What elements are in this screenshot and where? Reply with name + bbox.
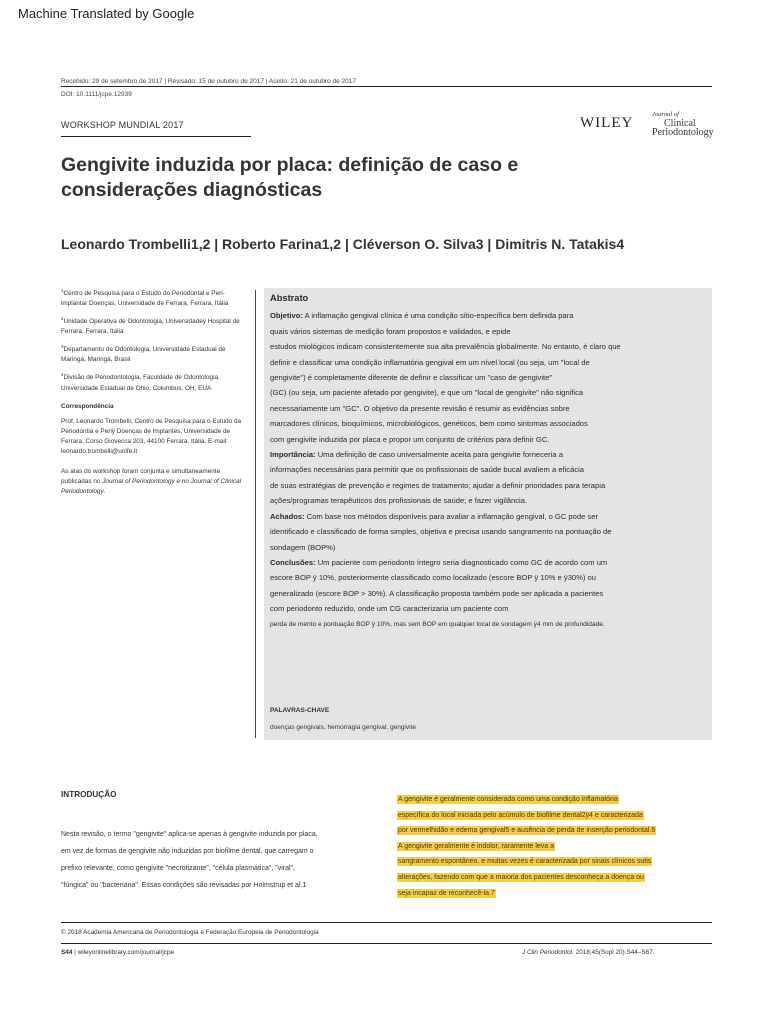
doi[interactable]: DOI: 10.1111/jcpe.12939 bbox=[61, 91, 132, 98]
highlighted-line bbox=[397, 792, 656, 808]
abstract-line bbox=[270, 432, 710, 447]
abstract-line-text: A inflamação gengival clínica é uma condição sítio-específica bem definida para bbox=[302, 311, 574, 321]
abstract-line-text: generalizado (escore BOP > 30%). A classificação proposta também pode ser aplicada a pacientes bbox=[270, 588, 604, 598]
affiliations-column bbox=[61, 286, 251, 502]
introduction-line: prefixo relevante, como gengivite "necrotizante", "célula plasmática", "viral", bbox=[61, 865, 295, 872]
abstract-section-label: Importância: bbox=[270, 450, 316, 460]
abstract-line bbox=[270, 324, 710, 339]
abstract-line bbox=[270, 355, 710, 370]
journal-logo-line: Journal of bbox=[652, 111, 679, 118]
affiliation bbox=[61, 342, 251, 365]
text-highlight: por vermelhidão e edema gengival5 e ausência de perda de inserção periodontal.6 bbox=[398, 827, 656, 835]
machine-translation-banner: Machine Translated by Google bbox=[18, 6, 195, 21]
section-rule bbox=[61, 136, 251, 137]
abstract-line bbox=[270, 509, 710, 524]
section-label: WORKSHOP MUNDIAL 2017 bbox=[61, 120, 184, 130]
workshop-note bbox=[61, 467, 251, 497]
abstract-line bbox=[270, 462, 710, 477]
abstract-line-text: definir e classificar uma condição inflamatória gengival em um nível local (ou seja, um "local de bbox=[270, 357, 590, 367]
abstract-section-label: Achados: bbox=[270, 511, 305, 521]
text-highlight: alterações, fazendo com que a maioria dos pacientes desconheça a doença ou bbox=[398, 873, 644, 881]
abstract-line-text: quais vários sistemas de medição foram propostos e validados, e epide bbox=[270, 326, 511, 336]
abstract-line-text: marcadores clínicos, bioquímicos, microbiológicos, genéticos, bem como sintomas associados bbox=[270, 419, 588, 429]
affiliation-number: 2 bbox=[61, 316, 64, 322]
highlighted-line bbox=[397, 808, 656, 824]
author-list: Leonardo Trombelli1,2 | Roberto Farina1,2 | Cléverson O. Silva3 | Dimitris N. Tatakis4 bbox=[61, 236, 625, 252]
abstract-line-text: perda de mento e pontuação BOP ÿ 10%, mas sem BOP em qualquer local de sondagem ÿ4 mm de profundidade. bbox=[270, 620, 605, 628]
journal-url[interactable]: | wileyonlinelibrary.com/journal/jcpe bbox=[72, 949, 175, 956]
keywords-label: PALAVRAS-CHAVE bbox=[270, 707, 330, 714]
article-title: Gengivite induzida por placa: definição de caso e considerações diagnósticas bbox=[61, 154, 519, 201]
abstract-line-text: estudos miológicos indicam consistentemente sua alta prevalência globalmente. No entanto, é claro que bbox=[270, 342, 621, 352]
abstract-line bbox=[270, 478, 710, 493]
introduction-text bbox=[61, 826, 318, 894]
abstract-line bbox=[270, 555, 710, 570]
abstract-line bbox=[270, 540, 710, 555]
introduction-line: "fúngica" ou "bacteriana". Essas condições são revisadas por Holmstrup et al.1 bbox=[61, 882, 307, 889]
abstract-section-label: Conclusões: bbox=[270, 557, 316, 567]
journal-logo-line: Clinical bbox=[664, 118, 696, 129]
column-divider bbox=[255, 290, 256, 738]
abstract-line-text: Um paciente com periodonto íntegro seria diagnosticado como GC de acordo com um bbox=[315, 557, 608, 567]
affiliation-number: 3 bbox=[61, 344, 64, 350]
abstract-line-text: de suas estratégias de prevenção e regimes de tratamento; ajudar a definir prioridades para terapia bbox=[270, 480, 606, 490]
text-highlight: A gengivite geralmente é indolor, raramente leva a bbox=[398, 842, 555, 850]
abstract-line bbox=[270, 339, 710, 354]
introduction-heading: INTRODUÇÃO bbox=[61, 790, 117, 799]
abstract-line bbox=[270, 570, 710, 585]
abstract-line bbox=[270, 586, 710, 601]
article-dates: Recebido: 29 de setembro de 2017 | Revisado: 15 de outubro de 2017 | Aceito: 21 de outubro de 2017 bbox=[61, 78, 357, 85]
affiliation-text: Centro de Pesquisa para o Estudo do Periodontal e Peri-implantar Doenças, Universidade de Ferrara, Ferrara, Itália bbox=[61, 290, 229, 308]
affiliation-number: 1 bbox=[61, 288, 64, 293]
text-highlight: A gengivite é geralmente considerada como uma condição inflamatória bbox=[398, 796, 618, 803]
text-highlight: seja incapaz de reconhecê-la.7 bbox=[398, 889, 495, 897]
abstract-line-text: Uma definição de caso universalmente aceita para gengivite forneceria a bbox=[315, 450, 563, 460]
highlighted-line bbox=[397, 854, 656, 870]
abstract bbox=[270, 291, 710, 632]
correspondence-label: Correspondência bbox=[61, 402, 114, 410]
publisher-logo: WILEY bbox=[580, 115, 634, 131]
affiliation-text: Unidade Operativa de Odontologia, Universidadeÿ Hospital de Ferrara, Ferrara, Itália bbox=[61, 318, 240, 336]
abstract-line bbox=[270, 416, 710, 431]
abstract-line bbox=[270, 493, 710, 508]
affiliation-list bbox=[61, 286, 251, 394]
abstract-line-text: gengivite") é completamente diferente de definir e classificar um "caso de gengivite" bbox=[270, 373, 553, 383]
highlighted-line bbox=[397, 870, 656, 886]
introduction-line: Nesta revisão, o termo "gengivite" aplica-se apenas à gengivite induzida por placa, bbox=[61, 831, 318, 838]
citation-journal: J Clin Periodontol. bbox=[522, 949, 574, 956]
page-number: S44 bbox=[61, 949, 73, 956]
keywords: doenças gengivais, hemorragia gengival, gengivite bbox=[270, 724, 416, 731]
highlighted-line bbox=[397, 886, 656, 902]
abstract-line-text: ações/programas terapêuticos dos profissionais de saúde; e fazer vigilância. bbox=[270, 496, 528, 506]
affiliation-text: Departamento de Odontologia, Universidade Estadual de Maringá, Maringá, Brasil bbox=[61, 346, 226, 364]
workshop-note-end: . bbox=[103, 487, 106, 495]
abstract-line-text: necessariamente um "GC". O objetivo da presente revisão é resumir as evidências sobre bbox=[270, 403, 570, 413]
abstract-line bbox=[270, 385, 710, 400]
abstract-line-text: com periodonto reduzido, onde um CG caracterizaria um paciente com bbox=[270, 604, 509, 614]
abstract-line-text: identificado e classificado de forma simples, objetiva e precisa usando sangramento na pontuação de bbox=[270, 527, 612, 537]
header-rule bbox=[61, 86, 712, 87]
abstract-line-text: (GC) (ou seja, um paciente afetado por gengivite), e que um "local de gengivite" não significa bbox=[270, 388, 584, 398]
abstract-line bbox=[270, 601, 710, 616]
abstract-body bbox=[270, 308, 710, 632]
footer-rule bbox=[61, 922, 712, 923]
abstract-line-text: escore BOP ÿ 10%, posteriormente classificado como localizado (escore BOP ÿ 10% e ÿ30%) ou bbox=[270, 573, 596, 583]
abstract-line bbox=[270, 401, 710, 416]
copyright: © 2018 Academia Americana de Periodontologia e Federação Europeia de Periodontologia bbox=[61, 929, 319, 936]
affiliation bbox=[61, 286, 251, 309]
abstract-heading: Abstrato bbox=[270, 293, 309, 303]
footer-page-info bbox=[61, 949, 174, 956]
abstract-line-text: sondagem (BOP%) bbox=[270, 542, 336, 552]
affiliation bbox=[61, 314, 251, 337]
abstract-line-text: com gengivite induzida por placa e propor um conjunto de critérios para definir GC. bbox=[270, 434, 550, 444]
citation-volume: 2018;45(Supl 20):S44–S67. bbox=[573, 949, 655, 956]
abstract-line bbox=[270, 617, 710, 632]
affiliation-number: 4 bbox=[61, 372, 64, 378]
abstract-line bbox=[270, 308, 710, 323]
workshop-note-mid: e no bbox=[174, 477, 191, 485]
highlighted-line bbox=[397, 839, 656, 855]
affiliation-text: Divisão de Periodontologia, Faculdade de Odontologia, Universidade Estadual de Ohio, Columbus, OH, EUA bbox=[61, 374, 220, 392]
highlighted-line bbox=[397, 823, 656, 839]
citation bbox=[522, 949, 655, 956]
highlighted-paragraph bbox=[397, 792, 656, 901]
correspondence-text: Prof. Leonardo Trombelli, Centro de Pesquisa para o Estudo da Periodontia e Periÿ Doenças de Implantes, Universidade de Ferrara, Corso Giovecca 203, 44100 Ferrara, Itália. E-mail: leonardo.trombelli@unife.it bbox=[61, 417, 242, 455]
journal-logo-line: Periodontology bbox=[652, 127, 714, 138]
abstract-line bbox=[270, 447, 710, 462]
abstract-line bbox=[270, 370, 710, 385]
affiliation bbox=[61, 370, 251, 393]
journal-name: Journal of Periodontology bbox=[102, 477, 175, 485]
journal-logo bbox=[652, 110, 714, 137]
abstract-line-text: Com base nos métodos disponíveis para avaliar a inflamação gengival, o GC pode ser bbox=[304, 511, 598, 521]
introduction-line: em vez de formas de gengivite não induzidas por biofilme dental, que carregam o bbox=[61, 848, 314, 855]
text-highlight: específica do local iniciada pelo acúmulo de biofilme dental2ÿ4 e caracterizada bbox=[398, 811, 643, 819]
abstract-section-label: Objetivo: bbox=[270, 311, 303, 321]
workshop-note-text: As atas do workshop foram conjunta e simultaneamente publicadas no bbox=[61, 467, 221, 485]
footer-rule-2 bbox=[61, 943, 712, 944]
abstract-line bbox=[270, 524, 710, 539]
journal-name: Journal of Clinical Periodontology bbox=[61, 477, 242, 495]
text-highlight: sangramento espontâneo, e muitas vezes é caracterizada por sinais clínicos sutis bbox=[398, 858, 652, 866]
abstract-line-text: informações necessárias para permitir que os profissionais de saúde bucal avaliem a eficácia bbox=[270, 465, 585, 475]
